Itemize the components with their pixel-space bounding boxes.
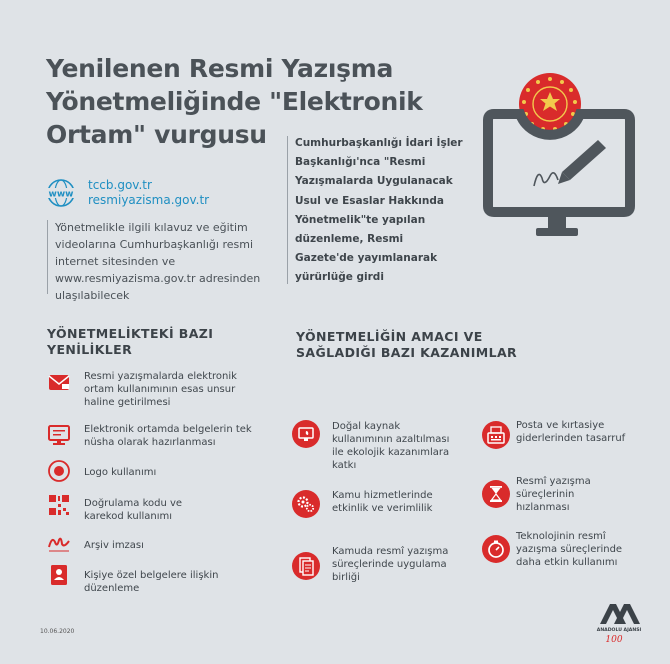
list-item: Kamuda resmî yazışma süreçlerinde uygulama birliği — [332, 546, 449, 583]
monitor-illustration — [480, 68, 640, 248]
eco-monitor-icon — [292, 420, 320, 448]
fax-icon — [482, 421, 510, 449]
list-item: Elektronik ortamda belgelerin tek nüsha olarak hazırlanması — [84, 424, 252, 448]
intro-text: Yönetmelikle ilgili kılavuz ve eğitim videolarına Cumhurbaşkanlığı resmi internet sitesinden ve www.resmiyazisma.gov.tr adresinden ulaşılabilecek — [55, 221, 261, 302]
intro-rule — [47, 220, 48, 294]
agency-name: ANADOLU AJANSI — [596, 628, 642, 633]
list-item: Kişiye özel belgelere ilişkin düzenleme — [84, 570, 219, 594]
list-item: Teknolojinin resmî yazışma süreçlerinde daha etkin kullanımı — [516, 531, 623, 568]
qr-code-icon — [48, 494, 70, 516]
list-item: Doğal kaynak kullanımının azaltılması ile ekolojik kazanımlara katkı — [332, 421, 450, 471]
stopwatch-icon — [482, 535, 510, 563]
hourglass-icon — [482, 480, 510, 508]
publish-date: 10.06.2020 — [40, 628, 75, 635]
list-item: Resmi yazışmalarda elektronik ortam kullanımının esas unsur haline getirilmesi — [84, 371, 237, 408]
gears-icon — [292, 490, 320, 518]
quote-rule — [287, 136, 288, 284]
list-item: Doğrulama kodu ve karekod kullanımı — [84, 498, 183, 522]
personal-document-icon — [48, 564, 70, 586]
left-section-heading: YÖNETMELİKTEKİ BAZI YENİLİKLER — [47, 326, 214, 357]
logo-icon — [48, 460, 70, 482]
pen-icon — [534, 140, 606, 186]
globe-icon — [46, 178, 76, 208]
signature-icon — [48, 532, 70, 554]
link-tccb[interactable]: tccb.gov.tr — [88, 178, 152, 192]
list-item: Kamu hizmetlerinde etkinlik ve verimlilik — [332, 490, 433, 514]
list-item: Resmî yazışma süreçlerinin hızlanması — [516, 476, 591, 513]
list-item: Arşiv imzası — [84, 540, 144, 551]
quote-text: Cumhurbaşkanlığı İdari İşler Başkanlığı'nca "Resmi Yazışmalarda Uygulanacak Usul ve Esaslar Hakkında Yönetmelik"te yapılan düzenleme, Resmi Gazete'de yayımlanarak yürürlüğe girdi — [295, 137, 463, 284]
list-item: Posta ve kırtasiye giderlerinden tasarruf — [516, 420, 626, 444]
email-icon — [48, 372, 70, 394]
page-title: Yenilenen Resmi Yazışma Yönetmeliğinde "Elektronik Ortam" vurgusu — [46, 54, 423, 149]
anniversary-mark: 100 — [605, 635, 623, 645]
list-item: Logo kullanımı — [84, 467, 157, 478]
anadolu-agency-logo — [594, 598, 644, 648]
documents-icon — [292, 552, 320, 580]
www-text: www — [48, 189, 74, 200]
link-resmiyazisma[interactable]: resmiyazisma.gov.tr — [88, 193, 210, 207]
right-section-heading: YÖNETMELİĞİN AMACI VE SAĞLADIĞI BAZI KAZANIMLAR — [296, 329, 518, 360]
monitor-icon — [48, 424, 70, 446]
